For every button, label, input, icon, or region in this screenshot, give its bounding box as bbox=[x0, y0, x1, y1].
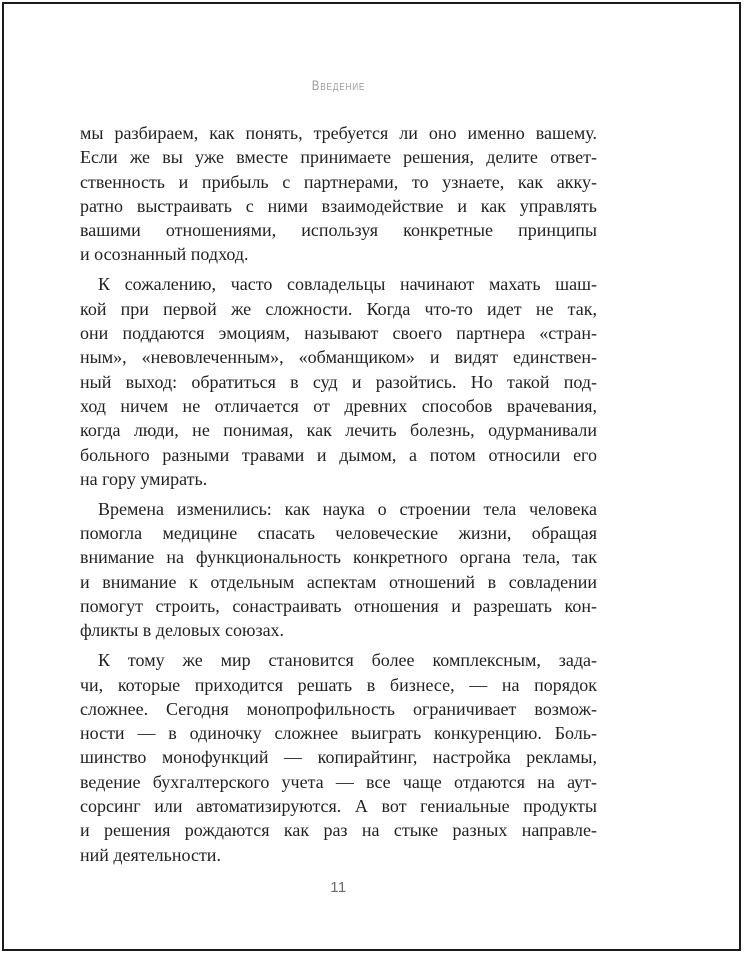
text-line: больного разными травами и дымом, а потом относили его bbox=[80, 444, 597, 465]
text-line: Времена изменились: как наука о строении тела человека bbox=[98, 498, 597, 519]
text-line: ности — в одиночку сложнее выиграть конкуренцию. Боль- bbox=[80, 723, 597, 744]
text-line: помогут строить, сонастраивать отношения и разрешать кон- bbox=[80, 596, 597, 617]
paragraph bbox=[80, 272, 597, 491]
text-line: сложнее. Сегодня монопрофильность ограничивает возмож- bbox=[80, 698, 597, 719]
text-line: К сожалению, часто совладельцы начинают махать шаш- bbox=[98, 274, 597, 295]
text-line: ный выход: обратиться в суд и разойтись. Но такой под- bbox=[80, 371, 597, 392]
text-line: сорсинг или автоматизируются. А вот гениальные продукты bbox=[80, 796, 597, 817]
text-line: ход ничем не отличается от древних способов врачевания, bbox=[80, 395, 597, 416]
text-line: внимание на функциональность конкретного органа тела, так bbox=[80, 547, 597, 568]
text-line: чи, которые приходится решать в бизнесе, — на порядок bbox=[80, 674, 597, 695]
text-line: ний деятельности. bbox=[80, 844, 221, 865]
text-line: фликты в деловых союзах. bbox=[80, 620, 285, 641]
text-line: они поддаются эмоциям, называют своего партнера «стран- bbox=[80, 323, 597, 344]
paragraph bbox=[80, 497, 597, 643]
body-text bbox=[80, 121, 597, 867]
text-line: Если же вы уже вместе принимаете решения, делите ответ- bbox=[80, 147, 597, 168]
text-line: шинство монофункций — копирайтинг, настройка рекламы, bbox=[80, 747, 597, 768]
text-line: ведение бухгалтерского учета — все чаще отдаются на аут- bbox=[80, 771, 597, 792]
text-line: на гору умирать. bbox=[80, 468, 208, 489]
paragraph bbox=[80, 121, 597, 267]
paragraph bbox=[80, 648, 597, 867]
text-line: мы разбираем, как понять, требуется ли оно именно вашему. bbox=[80, 123, 597, 143]
text-line: и осознанный подход. bbox=[80, 244, 249, 265]
page-number: 11 bbox=[330, 879, 347, 896]
text-line: ратно выстраивать с ними взаимодействие и как управлять bbox=[80, 195, 597, 216]
text-line: кой при первой же сложности. Когда что-то идет не так, bbox=[80, 298, 597, 319]
text-line: К тому же мир становится более комплексным, зада- bbox=[98, 650, 597, 671]
text-line: и внимание к отдельным аспектам отношений в совладении bbox=[80, 571, 597, 592]
running-head: Введение bbox=[311, 77, 366, 93]
text-line: вашими отношениями, используя конкретные принципы bbox=[80, 220, 597, 241]
text-line: когда люди, не понимая, как лечить болезнь, одурманивали bbox=[80, 420, 597, 441]
text-line: помогла медицине спасать человеческие жизни, обращая bbox=[80, 523, 597, 544]
text-line: ным», «невовлеченным», «обманщиком» и видят единствен- bbox=[80, 347, 597, 368]
text-line: и решения рождаются как раз на стыке разных направле- bbox=[80, 820, 597, 841]
text-line: ственность и прибыль с партнерами, то узнаете, как акку- bbox=[80, 171, 597, 192]
